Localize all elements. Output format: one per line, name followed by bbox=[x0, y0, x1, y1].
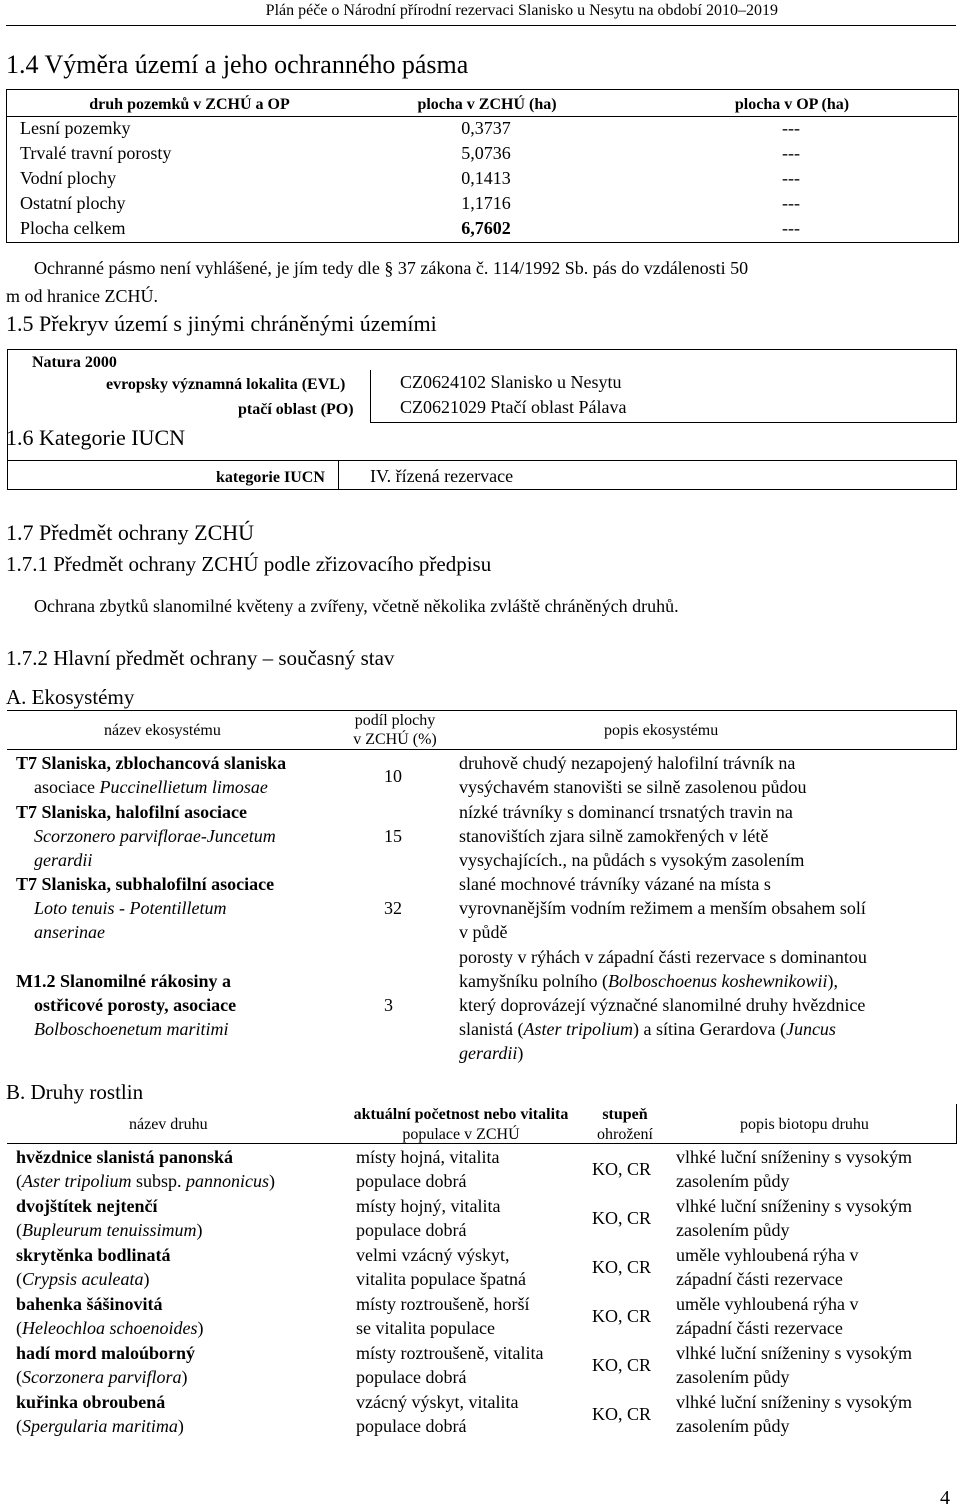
iucn-box-right bbox=[956, 460, 957, 490]
threat-cell: KO, CR bbox=[592, 1208, 652, 1228]
page-number: 4 bbox=[940, 1487, 950, 1509]
iucn-value: IV. řízená rezervace bbox=[370, 466, 514, 486]
natura-box-right bbox=[956, 349, 957, 423]
area-op-cell: --- bbox=[782, 218, 800, 238]
area-zchu-cell: 6,7602 bbox=[461, 218, 511, 238]
table-row bbox=[6, 117, 957, 142]
eco-row4-desc: porosty v rýhách v západní části rezervace s dominantou kamyšníku polního (Bolboschoenus koshewnikowii), který doprovázejí význačné slanomilné druhy hvězdnice slanistá (Aster tripolium) a sítina Gerardova (Juncus gerardii) bbox=[459, 947, 867, 1063]
col-header-land-type: druh pozemků v ZCHÚ a OP bbox=[89, 96, 290, 113]
area-op-cell: --- bbox=[782, 118, 800, 138]
habitat-cell: uměle vyhloubená rýha v západní části rezervace bbox=[676, 1294, 859, 1338]
plants-col-name: název druhu bbox=[129, 1116, 208, 1133]
land-type-cell: Lesní pozemky bbox=[20, 118, 131, 138]
threat-cell: KO, CR bbox=[592, 1404, 652, 1424]
po-value: CZ0621029 Ptačí oblast Pálava bbox=[400, 397, 627, 417]
plants-header-rule bbox=[7, 1143, 957, 1144]
section-1-7-title: 1.7 Předmět ochrany ZCHÚ bbox=[6, 520, 255, 545]
land-type-cell: Vodní plochy bbox=[20, 168, 117, 188]
species-name-cell: bahenka šášinovitá (Heleochloa schoenoides) bbox=[16, 1294, 204, 1338]
eco-row3-share: 32 bbox=[384, 898, 402, 918]
eco-col-name: název ekosystému bbox=[104, 722, 221, 739]
eco-row4-name: M1.2 Slanomilné rákosiny a ostřicové porosty, asociace Bolboschoenetum maritimi bbox=[16, 971, 237, 1039]
species-name-cell: hvězdnice slanistá panonská (Aster tripolium subsp. pannonicus) bbox=[16, 1147, 276, 1191]
eco-row2-name: T7 Slaniska, halofilní asociace Scorzonero parviflorae-Juncetum gerardii bbox=[16, 802, 276, 870]
area-zchu-cell: 0,1413 bbox=[461, 168, 511, 188]
section-1-7-2-title: 1.7.2 Hlavní předmět ochrany – současný stav bbox=[6, 646, 395, 670]
section-1-6-title: 1.6 Kategorie IUCN bbox=[6, 425, 186, 450]
plants-col-abundance: aktuální početnost nebo vitalita populace v ZCHÚ bbox=[353, 1106, 569, 1143]
table-row bbox=[6, 167, 957, 192]
evl-label: evropsky významná lokalita (EVL) bbox=[106, 376, 346, 393]
natura-label: Natura 2000 bbox=[32, 354, 117, 371]
species-name-cell: kuřinka obroubená (Spergularia maritima) bbox=[16, 1392, 184, 1436]
abundance-cell: vzácný výskyt, vitalita populace dobrá bbox=[356, 1392, 519, 1436]
plants-col-habitat: popis biotopu druhu bbox=[740, 1116, 869, 1133]
natura-box-bottom bbox=[370, 422, 957, 423]
plants-title: B. Druhy rostlin bbox=[6, 1080, 144, 1104]
table-row bbox=[6, 192, 957, 217]
eco-row2-share: 15 bbox=[384, 826, 402, 846]
abundance-cell: místy hojná, vitalita populace dobrá bbox=[356, 1147, 500, 1191]
natura-divider bbox=[370, 370, 371, 422]
eco-row3-name: T7 Slaniska, subhalofilní asociace Loto tenuis - Potentilletum anserinae bbox=[16, 874, 275, 942]
section-1-7-1-title: 1.7.1 Předmět ochrany ZCHÚ podle zřizovacího předpisu bbox=[6, 552, 492, 576]
eco-row1-desc: druhově chudý nezapojený halofilní trávník na vysýchavém stanovišti se silně zasolenou půdou bbox=[459, 753, 807, 797]
species-name-cell: hadí mord maloúborný (Scorzonera parviflora) bbox=[16, 1343, 196, 1387]
abundance-cell: místy roztroušeně, vitalita populace dobrá bbox=[356, 1343, 544, 1387]
habitat-cell: vlhké luční sníženiny s vysokým zasolením půdy bbox=[676, 1147, 912, 1191]
table-row bbox=[0, 1341, 960, 1390]
habitat-cell: vlhké luční sníženiny s vysokým zasolením půdy bbox=[676, 1196, 912, 1240]
eco-header-rule bbox=[7, 749, 957, 750]
table-row bbox=[0, 1243, 960, 1292]
iucn-label: kategorie IUCN bbox=[216, 469, 325, 486]
abundance-cell: místy hojný, vitalita populace dobrá bbox=[356, 1196, 501, 1240]
section-1-4-title: 1.4 Výměra území a jeho ochranného pásma bbox=[6, 50, 469, 79]
iucn-divider bbox=[338, 460, 339, 490]
abundance-cell: velmi vzácný výskyt, vitalita populace špatná bbox=[356, 1245, 526, 1289]
area-op-cell: --- bbox=[782, 193, 800, 213]
threat-cell: KO, CR bbox=[592, 1355, 652, 1375]
eco-col-desc: popis ekosystému bbox=[604, 722, 719, 739]
col-header-area-op: plocha v OP (ha) bbox=[734, 96, 850, 113]
eco-col-share: podíl plochy v ZCHÚ (%) bbox=[353, 712, 437, 748]
natura-box-left bbox=[7, 349, 8, 489]
area-zchu-cell: 5,0736 bbox=[461, 143, 511, 163]
habitat-cell: vlhké luční sníženiny s vysokým zasolením půdy bbox=[676, 1392, 912, 1436]
abundance-cell: místy roztroušeně, horší se vitalita populace bbox=[356, 1294, 530, 1338]
ecosystems-title: A. Ekosystémy bbox=[6, 685, 135, 709]
eco-table-right bbox=[956, 710, 957, 750]
threat-cell: KO, CR bbox=[592, 1306, 652, 1326]
section-1-5-title: 1.5 Překryv území s jinými chráněnými územími bbox=[6, 311, 437, 336]
paragraph-sign: § bbox=[384, 258, 394, 278]
species-name-cell: skrytěnka bodlinatá (Crypsis aculeata) bbox=[16, 1245, 171, 1289]
op-note-line2: m od hranice ZCHÚ. bbox=[6, 286, 158, 306]
col-header-area-zchu: plocha v ZCHÚ (ha) bbox=[417, 96, 557, 113]
habitat-cell: uměle vyhloubená rýha v západní části rezervace bbox=[676, 1245, 859, 1289]
eco-row3-desc: slané mochnové trávníky vázané na místa s vyrovnanějším vodním režimem a menším obsahem solí v půdě bbox=[459, 874, 866, 942]
area-zchu-cell: 0,3737 bbox=[461, 118, 511, 138]
running-header: Plán péče o Národní přírodní rezervaci Slanisko u Nesytu na období 2010–2019 bbox=[265, 2, 778, 19]
habitat-cell: vlhké luční sníženiny s vysokým zasolením půdy bbox=[676, 1343, 912, 1387]
iucn-box-bottom bbox=[7, 489, 957, 490]
eco-table-top bbox=[7, 710, 957, 711]
table-row bbox=[0, 1194, 960, 1243]
table-row bbox=[0, 1390, 960, 1439]
land-type-cell: Trvalé travní porosty bbox=[20, 143, 172, 163]
land-type-cell: Ostatní plochy bbox=[20, 193, 126, 213]
po-label: ptačí oblast (PO) bbox=[238, 401, 354, 418]
header-rule bbox=[6, 25, 956, 26]
op-note-line1: Ochranné pásmo není vyhlášené, je jím tedy dle § 37 zákona č. 114/1992 Sb. pás do vzdálenosti 50 bbox=[34, 258, 749, 278]
table-row bbox=[0, 1145, 960, 1194]
species-name-cell: dvojštítek nejtenčí (Bupleurum tenuissimum) bbox=[16, 1196, 203, 1240]
table-row bbox=[0, 1292, 960, 1341]
eco-row1-share: 10 bbox=[384, 766, 402, 786]
area-op-cell: --- bbox=[782, 168, 800, 188]
area-zchu-cell: 1,1716 bbox=[461, 193, 511, 213]
iucn-box-top bbox=[7, 460, 957, 461]
land-type-cell: Plocha celkem bbox=[20, 218, 126, 238]
natura-box-top bbox=[7, 349, 957, 350]
table-row bbox=[6, 217, 957, 242]
threat-cell: KO, CR bbox=[592, 1159, 652, 1179]
eco-row2-desc: nízké trávníky s dominancí trsnatých travin na stanovištích zjara silně zamokřených v létě vysychajících., na půdách s vysokým zasolením bbox=[459, 802, 805, 870]
table-row bbox=[6, 142, 957, 167]
plants-table-right bbox=[956, 1104, 957, 1144]
threat-cell: KO, CR bbox=[592, 1257, 652, 1277]
plants-col-threat: stupeň ohrožení bbox=[597, 1106, 653, 1143]
eco-row4-share: 3 bbox=[384, 995, 393, 1015]
section-1-7-1-text: Ochrana zbytků slanomilné květeny a zvířeny, včetně několika zvláště chráněných druhů. bbox=[34, 596, 679, 616]
evl-value: CZ0624102 Slanisko u Nesytu bbox=[400, 372, 622, 392]
area-op-cell: --- bbox=[782, 143, 800, 163]
eco-row1-name: T7 Slaniska, zblochancová slaniska asociace Puccinellietum limosae bbox=[16, 753, 287, 797]
